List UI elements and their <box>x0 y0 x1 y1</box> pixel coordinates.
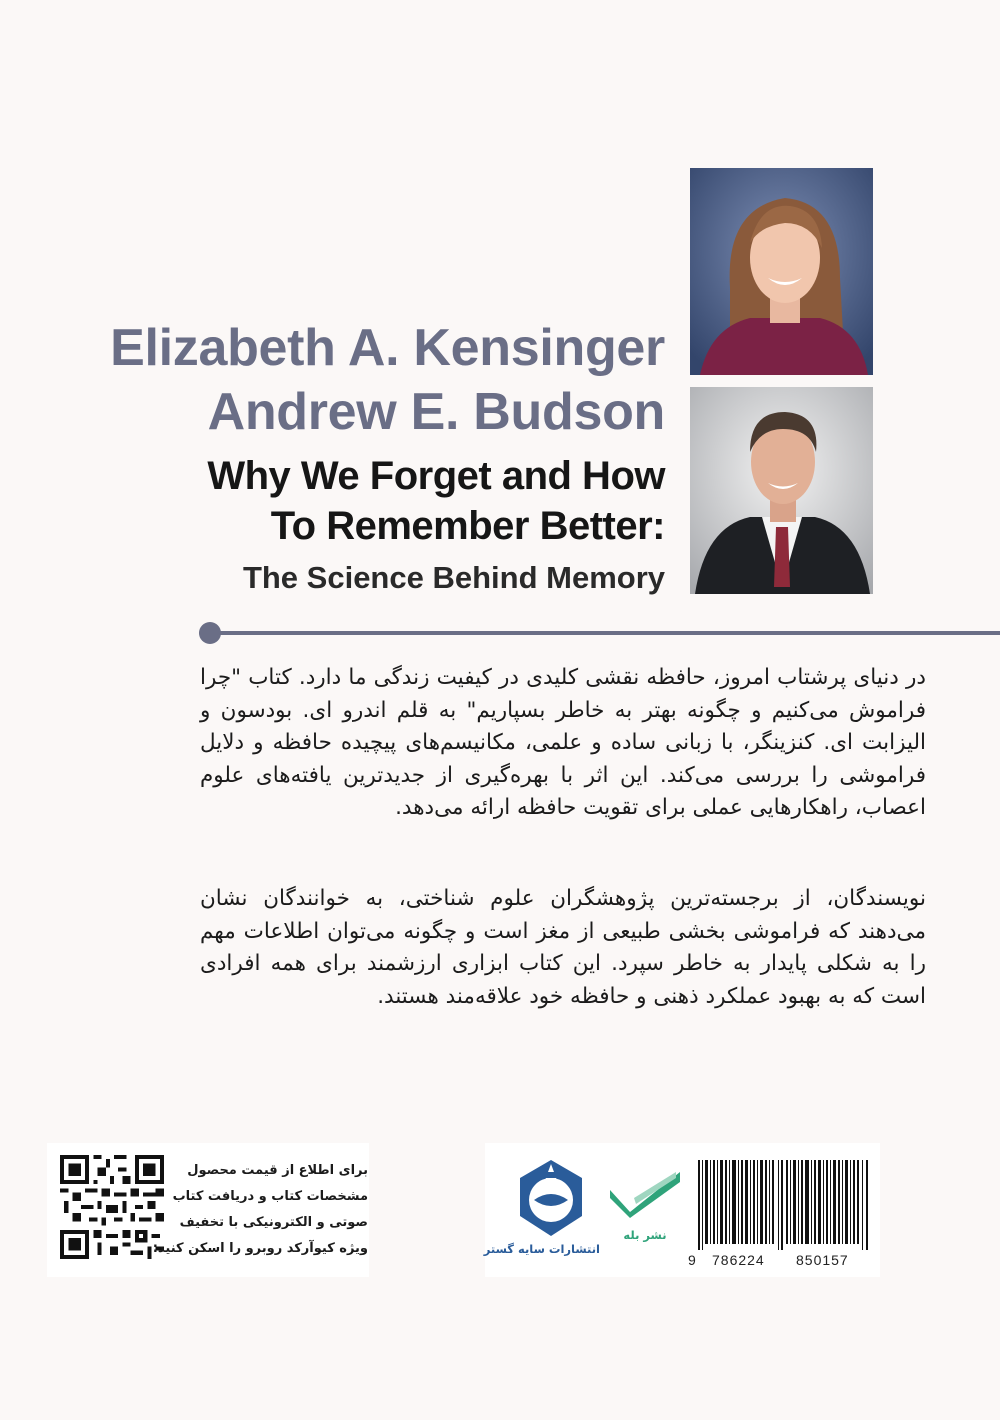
book-subtitle: The Science Behind Memory <box>242 560 665 595</box>
book-title-line-2: To Remember Better: <box>270 504 665 548</box>
isbn-lead-digit: 9 <box>688 1252 697 1268</box>
qr-text-line-3: صوتی و الکترونیکی با تخفیف <box>179 1215 368 1230</box>
author-portrait-man-icon <box>690 387 873 594</box>
description-paragraph-2: نویسندگان، از برجسته‌ترین پژوهشگران علوم شناختی، به خوانندگان نشان می‌دهند که فراموشی بخشی طبیعی از مغز است و چگونه می‌توان اطلاعات مهم را به شکلی پایدار به خاطر سپرد. این کتاب ابزاری ارزشمند برای همه افرادی است که به بهبود عملکرد ذهنی و حافظه خود علاقه‌مند هستند. <box>200 886 926 1009</box>
description-paragraph-1: در دنیای پرشتاب امروز، حافظه نقشی کلیدی در کیفیت زندگی ما دارد. کتاب "چرا فراموش می‌کنیم و چگونه بهتر به خاطر بسپاریم" به قلم اندرو ای. بودسون و الیزابت ای. کنزینگر، با زبانی ساده و علمی، مکانیسم‌های پیچیده حافظه و دلایل فراموشی را بررسی می‌کند. این اثر با بهره‌گیری از جدیدترین یافته‌های علوم اعصاب، راهکارهایی عملی برای تقویت حافظه ارائه می‌دهد. <box>200 665 926 820</box>
isbn-barcode <box>698 1160 870 1250</box>
qr-instructions <box>152 1158 368 1262</box>
qr-text-line-2: مشخصات کتاب و دریافت کتاب <box>172 1189 368 1204</box>
qr-text-line-1: برای اطلاع از قیمت محصول <box>187 1163 368 1178</box>
boleh-logo <box>606 1168 684 1218</box>
author-name-2: Andrew E. Budson <box>207 383 665 441</box>
qr-code-icon <box>60 1155 164 1259</box>
boleh-label: نشر بله <box>623 1228 667 1242</box>
barcode-icon <box>698 1160 870 1250</box>
author-portrait-woman-icon <box>690 168 873 375</box>
author-photo-budson <box>690 387 873 594</box>
saye-gostar-logo-icon <box>512 1158 590 1238</box>
qr-text-line-4: ویژه کیوآرکد روبرو را اسکن کنید: <box>152 1241 368 1256</box>
author-name-1: Elizabeth A. Kensinger <box>110 319 665 377</box>
saye-gostar-logo <box>512 1158 590 1238</box>
author-photo-kensinger <box>690 168 873 375</box>
saye-gostar-label: انتشارات سایه گستر <box>483 1242 600 1256</box>
divider-line <box>215 631 1000 635</box>
book-title-line-1: Why We Forget and How <box>207 454 665 498</box>
isbn-group-2: 850157 <box>796 1252 849 1268</box>
isbn-group-1: 786224 <box>712 1252 765 1268</box>
qr-code[interactable] <box>60 1155 164 1259</box>
checkmark-book-icon <box>606 1168 684 1218</box>
